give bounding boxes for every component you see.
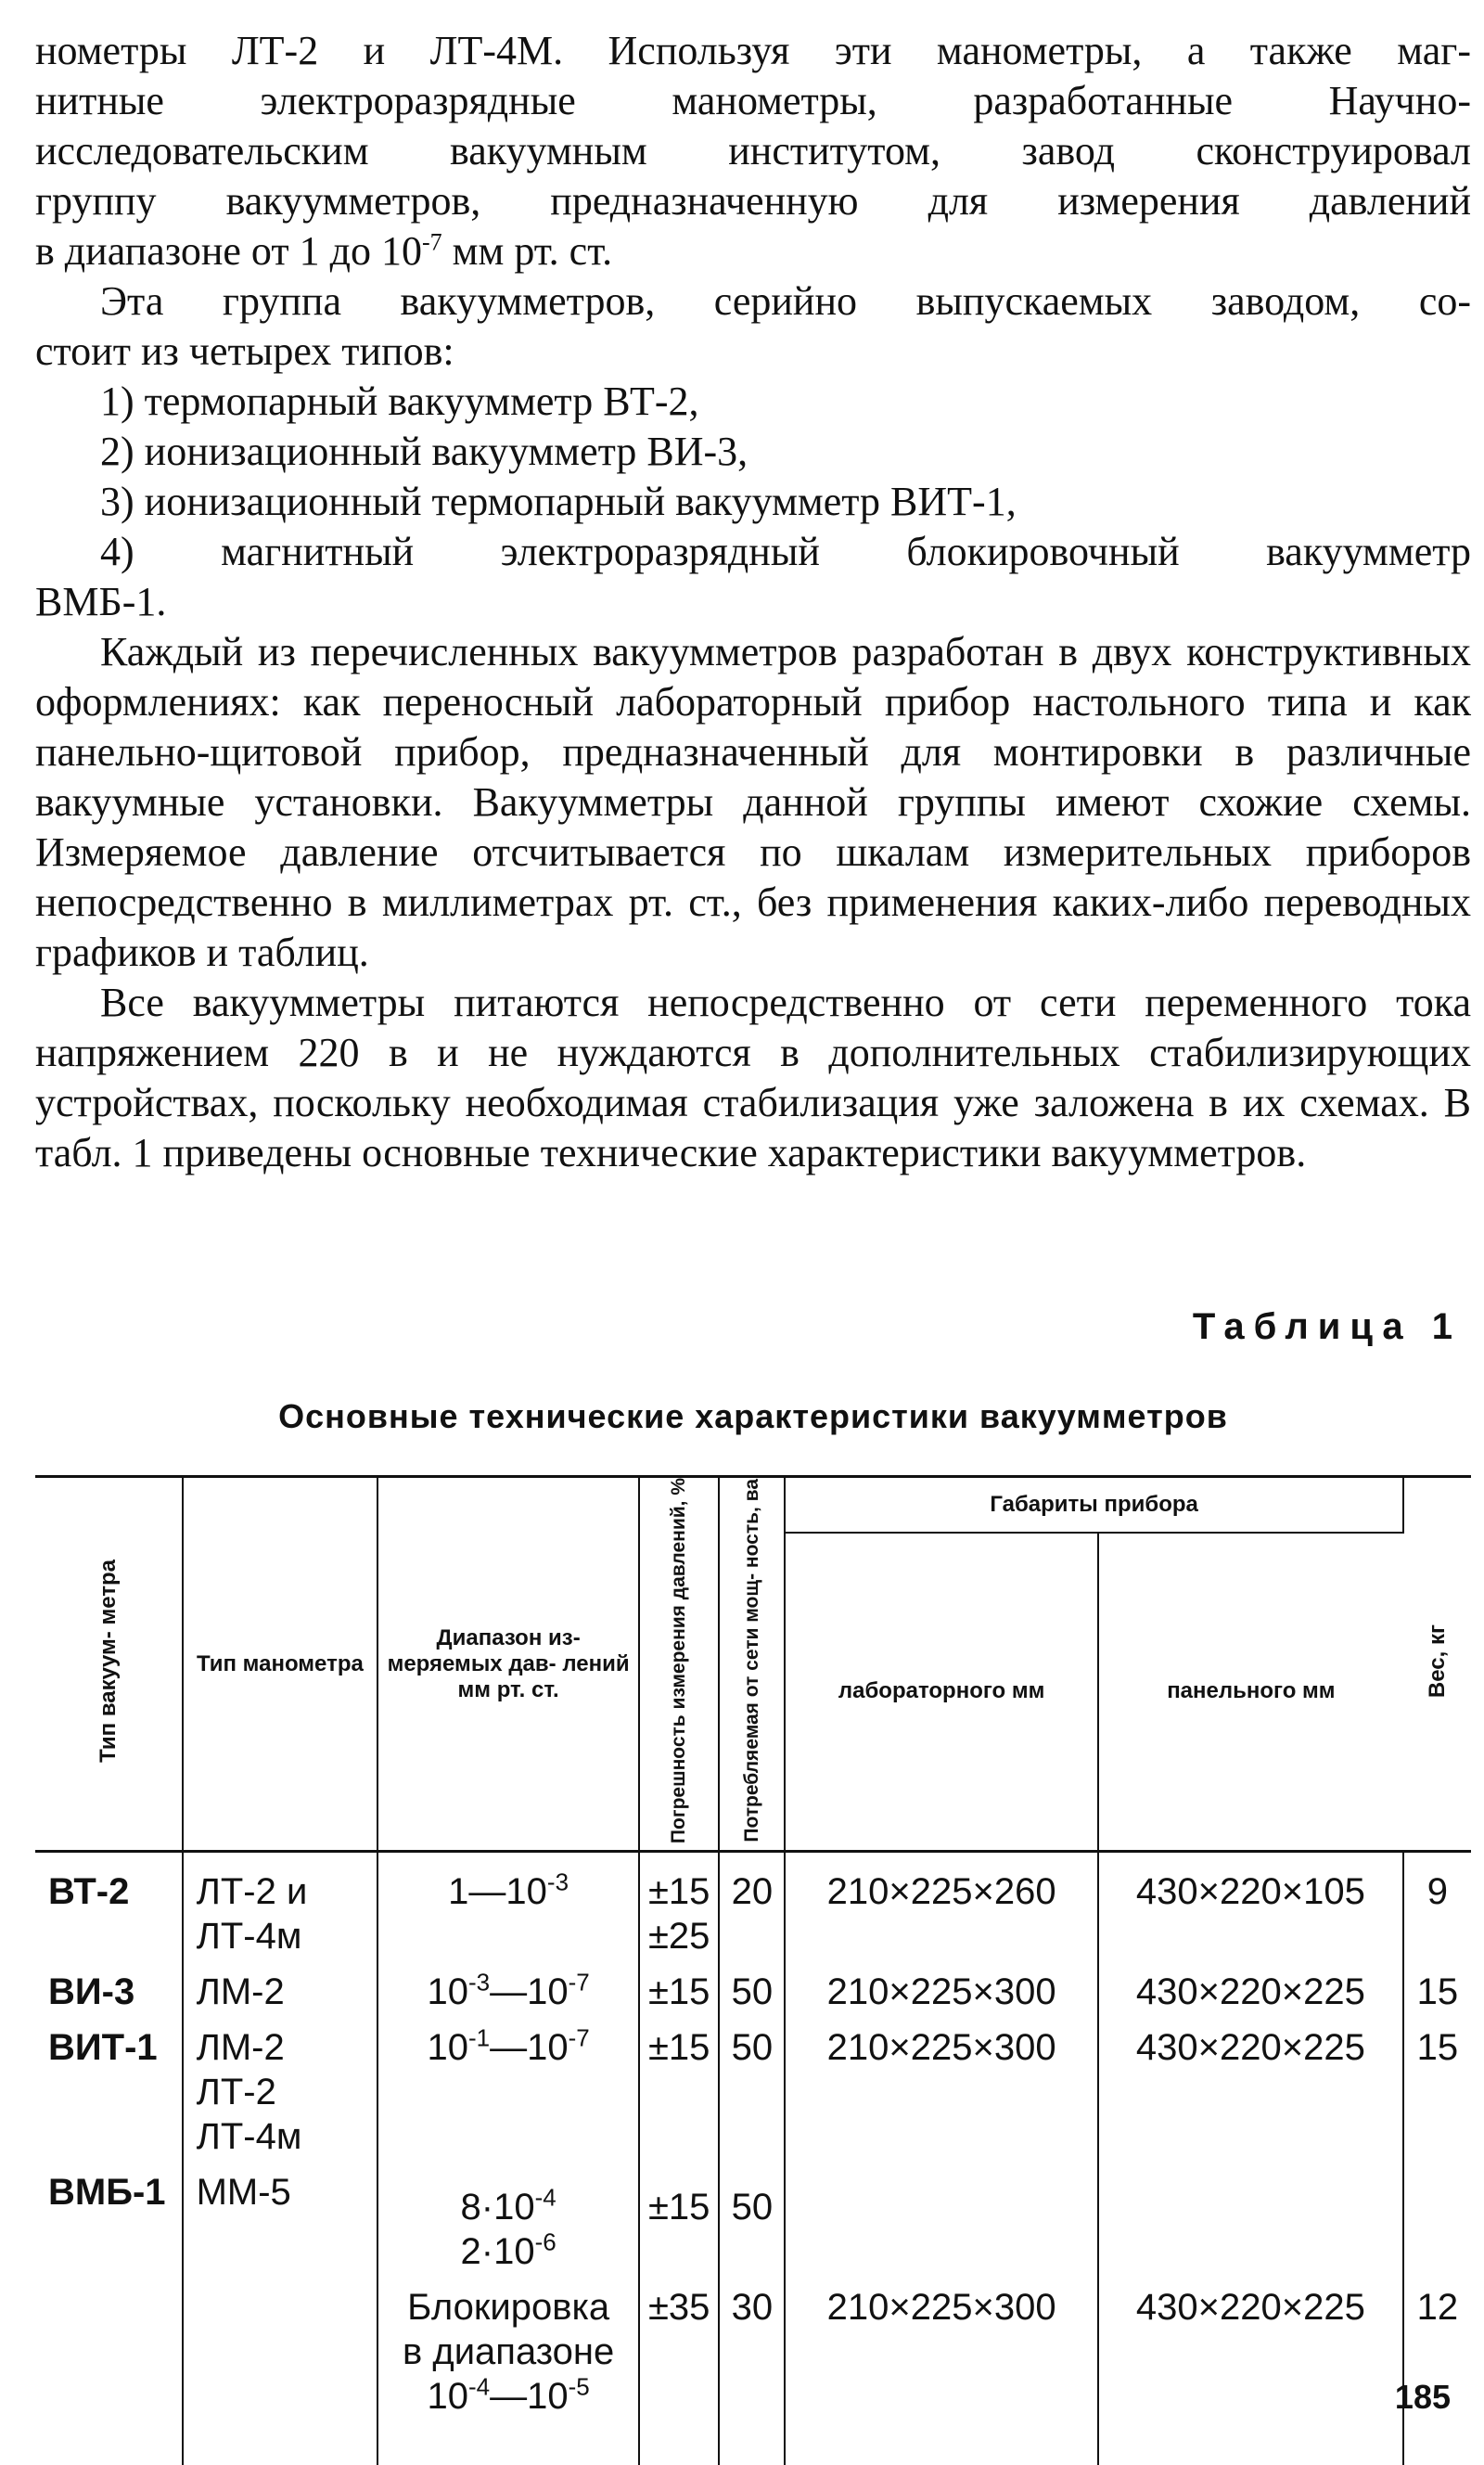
range-value: $10^{-3}—10^{-7}$ (427, 1968, 590, 2013)
table-row (35, 2020, 1471, 2164)
table-row (35, 1964, 1471, 2020)
header-panel: панельного мм (1098, 1533, 1403, 1852)
text-line: нометры ЛТ-2 и ЛТ-4М. Используя эти манометры, а также маг- (35, 28, 1471, 73)
cell-lab: 210×225×300 (785, 2279, 1098, 2465)
cell-weight: 9 (1426, 1871, 1449, 1913)
header-lab: лабораторного мм (785, 1533, 1098, 1852)
cell-manometer (183, 2279, 378, 2465)
cell-panel: 430×220×225 (1098, 2020, 1403, 2164)
cell-error (639, 1852, 719, 1965)
exponent: -7 (421, 228, 442, 256)
header-weight: Вес, кг (1403, 1477, 1471, 1852)
cell-type: ВТ-2 (35, 1852, 183, 1965)
cell-lab: 210×225×260 (785, 1852, 1098, 1965)
paragraph-2 (35, 276, 1471, 627)
range-value: $2\cdot 10^{-6}$ (460, 2227, 556, 2273)
cell-lab: 210×225×300 (785, 1964, 1098, 2020)
manometer-name: ЛТ-4м (196, 2116, 302, 2158)
table-row (35, 1852, 1471, 1965)
cell-panel: 430×220×225 (1098, 1964, 1403, 2020)
header-manometer: Тип манометра (183, 1477, 378, 1852)
cell-error (639, 2020, 719, 2164)
error-value: ±15 (647, 2027, 710, 2069)
cell-manometer (183, 1852, 378, 1965)
error-value: ±15 (647, 2187, 710, 2228)
error-value: ±35 (647, 2287, 710, 2329)
paragraph-4: Все вакуумметры питаются непосредственно от сети переменного тока напряжением 220 в и не нуждаются в дополнительных стабилизирующих устройствах, поскольку необходимая стабилизация уже заложена в их схемах. В табл. 1 приведены основные технические характеристики вакуумметров. (35, 980, 1471, 1175)
text-line (35, 226, 1471, 276)
paragraph-1 (35, 26, 1471, 276)
range-text: Блокировка (407, 2287, 610, 2329)
list-item: 4) магнитный электроразрядный блокировочный вакуумметр (100, 529, 1471, 574)
list-item-continuation: ВМБ-1. (35, 579, 167, 624)
manometer-name: ЛМ-2 (196, 1971, 285, 2013)
text-line: нитные электроразрядные манометры, разработанные Научно- (35, 78, 1471, 123)
cell-manometer (183, 2164, 378, 2279)
text-line: Эта группа вакуумметров, серийно выпускаемых заводом, со- (100, 278, 1471, 324)
cell-panel (1098, 2164, 1403, 2279)
cell-type: ВМБ-1 (35, 2164, 183, 2279)
cell-power: 50 (719, 2164, 785, 2279)
list-item: 2) ионизационный вакуумметр ВИ-3, (100, 429, 748, 474)
manometer-name: ММ-5 (196, 2172, 291, 2214)
manometer-name: ЛТ-4м (196, 1916, 302, 1958)
cell-power: 30 (719, 2279, 785, 2465)
text-fragment: в диапазоне от 1 до 10 (35, 228, 422, 274)
paragraph-3: Каждый из перечисленных вакуумметров разработан в двух конструктивных оформлениях: как переносный лабораторный прибор настольного типа и как панельно-щитовой прибор, предназначенный для монтировки в различные вакуумные установки. Вакуумметры данной группы имеют схожие схемы. Измеряемое давление отсчитывается по шкалам измерительных приборов непосредственно в миллиметрах рт. ст., без применения каких-либо переводных графиков и таблиц. (35, 629, 1471, 975)
cell-panel: 430×220×105 (1098, 1852, 1403, 1965)
cell-type: ВИ-3 (35, 1964, 183, 2020)
cell-range (377, 2020, 639, 2164)
list-item: 3) ионизационный термопарный вакуумметр ВИТ-1, (100, 479, 1017, 524)
cell-manometer (183, 1964, 378, 2020)
cell-error (639, 2164, 719, 2279)
text-line: исследовательским вакуумным институтом, завод сконструировал (35, 128, 1471, 173)
cell-type: ВИТ-1 (35, 2020, 183, 2164)
header-power: Потребляемая от сети мощ- ность, ва (719, 1477, 785, 1852)
cell-weight: 15 (1416, 2027, 1459, 2069)
header-error: Погрешность измерения давлений, % (639, 1477, 719, 1852)
error-value: ±15 (647, 1871, 710, 1913)
cell-range (377, 2279, 639, 2465)
cell-range (377, 2164, 639, 2279)
cell-power: 50 (719, 1964, 785, 2020)
specs-table (35, 1475, 1471, 2465)
table-row (35, 2164, 1471, 2279)
cell-manometer (183, 2020, 378, 2164)
error-value: ±15 (647, 1971, 710, 2013)
cell-weight (1403, 2164, 1471, 2279)
cell-power: 50 (719, 2020, 785, 2164)
range-value: $10^{-4}—10^{-5}$ (427, 2372, 590, 2418)
table-title: Основные технические характеристики вакуумметров (278, 1397, 1228, 1435)
text-line: группу вакуумметров, предназначенную для измерения давлений (35, 178, 1471, 224)
list-item: 1) термопарный вакуумметр ВТ-2, (100, 379, 699, 424)
cell-error (639, 1964, 719, 2020)
manometer-name: ЛТ-2 (196, 2072, 276, 2113)
table-body (35, 1852, 1471, 2465)
cell-range (377, 1852, 639, 1965)
cell-range (377, 1964, 639, 2020)
table-row (35, 2279, 1471, 2465)
page-number: 185 (1394, 2378, 1451, 2416)
page-content (35, 26, 1471, 2418)
range-text: в диапазоне (402, 2331, 615, 2373)
cell-weight: 15 (1416, 1971, 1459, 2013)
range-value: $10^{-1}—10^{-7}$ (427, 2023, 590, 2069)
manometer-name: ЛМ-2 (196, 2027, 285, 2069)
error-value: ±25 (647, 1916, 710, 1958)
text-fragment: мм рт. ст. (441, 228, 613, 274)
range-value: $8\cdot 10^{-4}$ (460, 2183, 556, 2228)
cell-weight: 12 (1416, 2287, 1459, 2329)
header-type: Тип вакуум- метра (35, 1477, 183, 1852)
header-dims: Габариты прибора (785, 1477, 1403, 1533)
cell-panel: 430×220×225 (1098, 2279, 1403, 2465)
cell-lab: 210×225×300 (785, 2020, 1098, 2164)
table-label: Таблица 1 (1192, 1306, 1462, 1347)
range-value: $1—10^{-3}$ (448, 1868, 569, 1913)
manometer-name: ЛТ-2 и (196, 1871, 308, 1913)
cell-error (639, 2279, 719, 2465)
header-range: Диапазон из- меряемых дав- лений мм рт. ст. (377, 1477, 639, 1852)
cell-power: 20 (719, 1852, 785, 1965)
cell-lab (785, 2164, 1098, 2279)
text-line: стоит из четырех типов: (35, 328, 454, 374)
cell-type (35, 2279, 183, 2465)
